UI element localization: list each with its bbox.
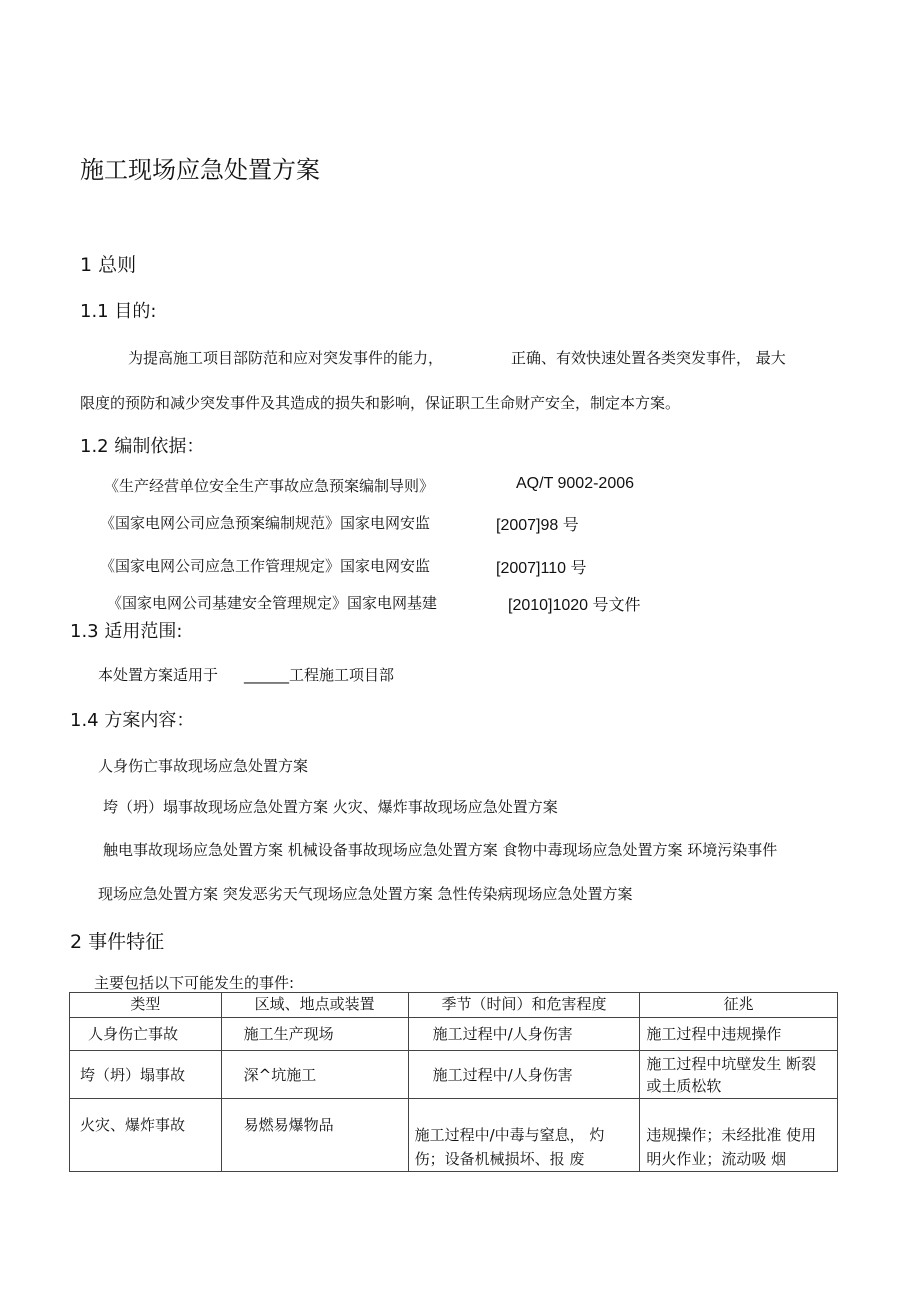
basis-item-3-name: 《国家电网公司应急工作管理规定》国家电网安监 [100, 557, 431, 575]
basis-item-1-name: 《生产经营单位安全生产事故应急预案编制导则》 [104, 477, 435, 495]
basis-item-2-code: [2007]98 号 [496, 517, 579, 534]
cell-season: 施工过程中/人身伤害 [408, 1018, 640, 1051]
purpose-text-line-2: 限度的预防和减少突发事件及其造成的损失和影响，保证职工生命财产安全，制定本方案。 [80, 394, 681, 412]
table-row [70, 1051, 838, 1099]
contents-heading: 1.4 方案内容： [70, 710, 195, 731]
cell-season: 施工过程中/人身伤害 [408, 1051, 640, 1099]
cell-season: 施工过程中/中毒与窒息， 灼伤；设备机械损坏、报 废 [408, 1099, 640, 1172]
header-signs: 征兆 [640, 993, 838, 1018]
purpose-text-part-1: 为提高施工项目部防范和应对突发事件的能力， [128, 349, 444, 367]
section-2-heading: 2 事件特征 [70, 931, 165, 953]
contents-line-3: 触电事故现场应急处置方案 机械设备事故现场应急处置方案 食物中毒现场应急处置方案 环境污染事件 [103, 841, 778, 859]
basis-item-1-code: AQ/T 9002-2006 [516, 475, 635, 492]
scope-heading: 1.3 适用范围: [70, 621, 183, 642]
basis-item-3-code: [2007]110 号 [496, 560, 587, 577]
cell-signs: 施工过程中违规操作 [640, 1018, 838, 1051]
scope-text: 本处置方案适用于 [98, 666, 219, 684]
basis-item-2-name: 《国家电网公司应急预案编制规范》国家电网安监 [100, 514, 431, 532]
cell-type: 火灾、爆炸事故 [70, 1099, 222, 1172]
basis-item-4-name: 《国家电网公司基建安全管理规定》国家电网基建 [107, 594, 438, 612]
cell-area: 易燃易爆物品 [221, 1099, 408, 1172]
cell-type: 人身伤亡事故 [70, 1018, 222, 1051]
cell-area: 施工生产现场 [221, 1018, 408, 1051]
basis-heading: 1.2 编制依据： [80, 436, 205, 457]
cell-type: 垮（坍）塌事故 [70, 1051, 222, 1099]
header-season-severity: 季节（时间）和危害程度 [408, 993, 640, 1018]
events-intro: 主要包括以下可能发生的事件: [94, 974, 295, 992]
cell-area: 深^坑施工 [221, 1051, 408, 1099]
cell-signs: 违规操作；未经批准 使用明火作业；流动吸 烟 [640, 1099, 838, 1172]
table-row [70, 1099, 838, 1172]
header-area: 区域、地点或装置 [221, 993, 408, 1018]
purpose-heading: 1.1 目的: [80, 301, 157, 322]
table-row [70, 1018, 838, 1051]
table-header-row [70, 993, 838, 1018]
contents-line-2: 垮（坍）塌事故现场应急处置方案 火灾、爆炸事故现场应急处置方案 [103, 798, 558, 816]
basis-item-4-code: [2010]1020 号文件 [508, 597, 641, 614]
section-1-heading: 1 总则 [80, 254, 137, 276]
contents-line-4: 现场应急处置方案 突发恶劣天气现场应急处置方案 急性传染病现场应急处置方案 [98, 885, 633, 903]
events-table [69, 992, 838, 1172]
contents-line-1: 人身伤亡事故现场应急处置方案 [98, 757, 309, 775]
cell-signs: 施工过程中坑壁发生 断裂或土质松软 [640, 1051, 838, 1099]
page-title: 施工现场应急处置方案 [80, 156, 320, 184]
header-type: 类型 [70, 993, 222, 1018]
scope-project-blank: ______工程施工项目部 [244, 666, 395, 684]
purpose-text-part-2: 正确、有效快速处置各类突发事件， 最大 [511, 349, 786, 367]
